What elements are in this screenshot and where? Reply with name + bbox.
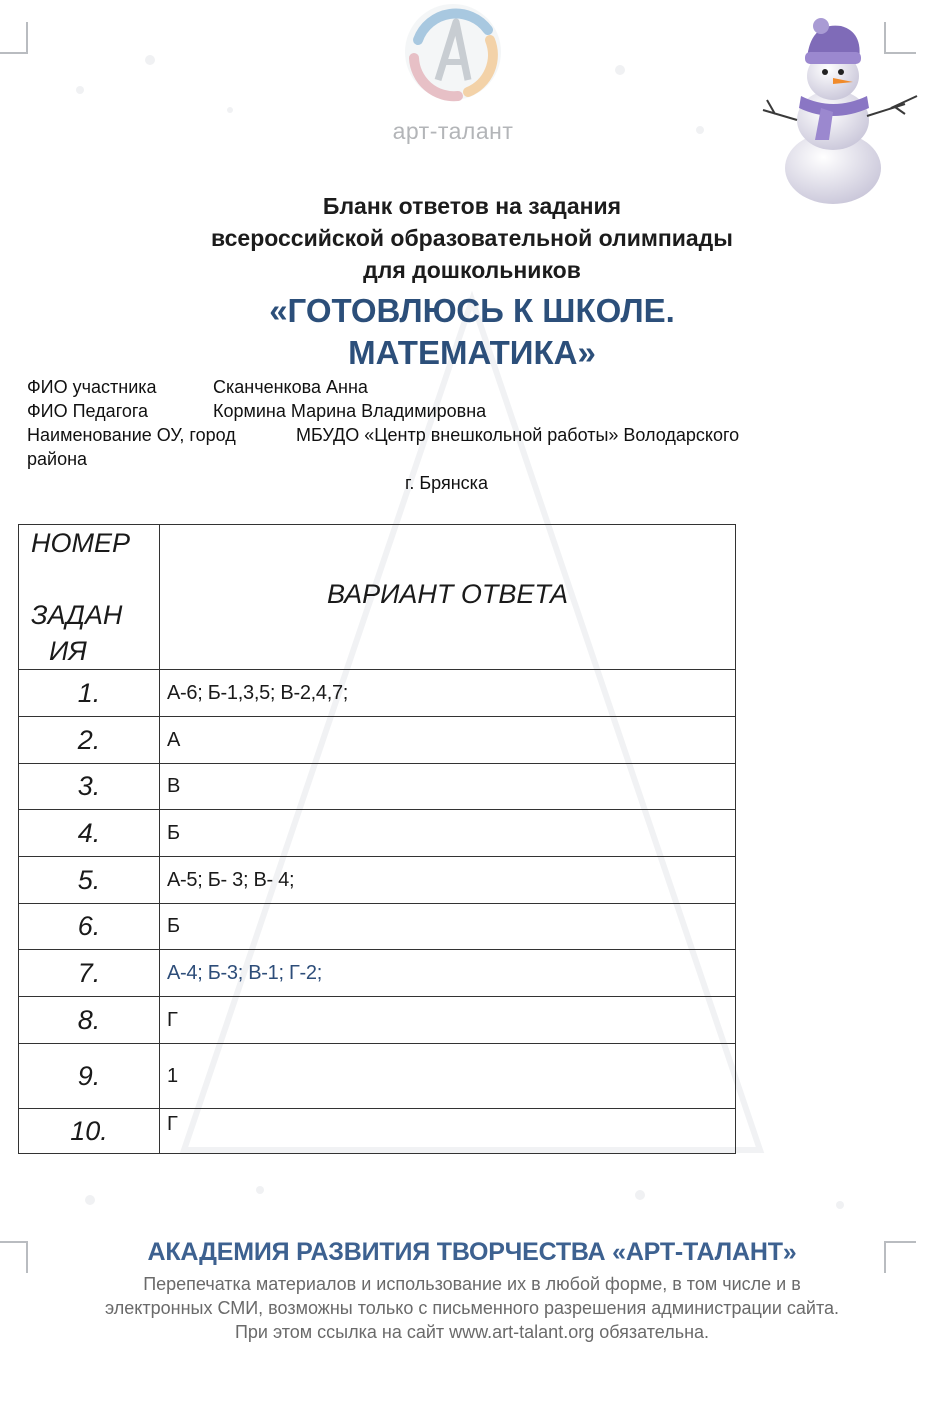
task-number-cell: 4. [19, 810, 160, 857]
table-row [19, 810, 736, 857]
olympiad-title [0, 290, 944, 374]
header-task-number [19, 525, 160, 670]
task-number-cell: 5. [19, 857, 160, 904]
city-value: г. Брянска [405, 473, 488, 493]
header-number-line-1: НОМЕР [31, 528, 131, 558]
answer-cell: Г [160, 1109, 736, 1154]
table-row [19, 950, 736, 997]
answer-cell: А [160, 717, 736, 764]
task-number-cell: 2. [19, 717, 160, 764]
task-number-cell: 6. [19, 904, 160, 950]
logo-text: арт-талант [392, 118, 514, 144]
table-row [19, 670, 736, 717]
task-number-cell: 10. [19, 1109, 160, 1154]
header-number-line-4: ИЯ [49, 636, 87, 666]
task-number-cell: 7. [19, 950, 160, 997]
header-number-line-3: ЗАДАН [31, 600, 123, 630]
answer-cell: В [160, 764, 736, 810]
olympiad-title-line-2: МАТЕМАТИКА» [348, 334, 596, 371]
answer-cell: А-5; Б- 3; В- 4; [160, 857, 736, 904]
art-talant-logo-icon [398, 0, 508, 110]
answer-cell: 1 [160, 1044, 736, 1109]
organization-label: Наименование ОУ, город [27, 425, 236, 445]
participant-value: Сканченкова Анна [213, 377, 368, 397]
footer-line-2: электронных СМИ, возможны только с письменного разрешения администрации сайта. [104, 1298, 840, 1318]
task-number-cell: 9. [19, 1044, 160, 1109]
organization-value-continued: района [27, 449, 88, 469]
header-number-line-2 [31, 561, 159, 597]
corner-mark-top-left [0, 22, 28, 54]
answer-cell: А-6; Б-1,3,5; В-2,4,7; [160, 670, 736, 717]
table-row [19, 904, 736, 950]
answer-cell: А-4; Б-3; В-1; Г-2; [160, 950, 736, 997]
snowman-illustration-icon [745, 8, 925, 208]
task-number-cell: 8. [19, 997, 160, 1044]
table-row [19, 1109, 736, 1154]
footer-line-3: При этом ссылка на сайт www.art-talant.org обязательна. [234, 1322, 710, 1342]
teacher-value: Кормина Марина Владимировна [213, 401, 487, 421]
task-number-cell: 1. [19, 670, 160, 717]
form-heading [0, 190, 944, 286]
footer-title: АКАДЕМИЯ РАЗВИТИЯ ТВОРЧЕСТВА «АРТ-ТАЛАНТ» [147, 1238, 797, 1266]
heading-line-1: Бланк ответов на задания [322, 193, 622, 219]
teacher-label: ФИО Педагога [27, 401, 149, 421]
olympiad-title-line-1: «ГОТОВЛЮСЬ К ШКОЛЕ. [269, 292, 675, 329]
table-row [19, 997, 736, 1044]
task-number-cell: 3. [19, 764, 160, 810]
table-row [19, 764, 736, 810]
answer-cell: Г [160, 997, 736, 1044]
organization-value: МБУДО «Центр внешкольной работы» Володарского [296, 425, 740, 445]
answers-table [18, 524, 736, 1154]
table-row [19, 857, 736, 904]
participant-label: ФИО участника [27, 377, 157, 397]
footer-line-1: Перепечатка материалов и использование их в любой форме, в том числе и в [143, 1274, 801, 1294]
table-row [19, 717, 736, 764]
heading-line-2: всероссийской образовательной олимпиады [211, 225, 733, 251]
header-answer-option: ВАРИАНТ ОТВЕТА [160, 525, 736, 670]
answer-cell: Б [160, 810, 736, 857]
answer-cell: Б [160, 904, 736, 950]
table-header-row [19, 525, 736, 670]
heading-line-3: для дошкольников [363, 257, 581, 283]
table-row [19, 1044, 736, 1109]
